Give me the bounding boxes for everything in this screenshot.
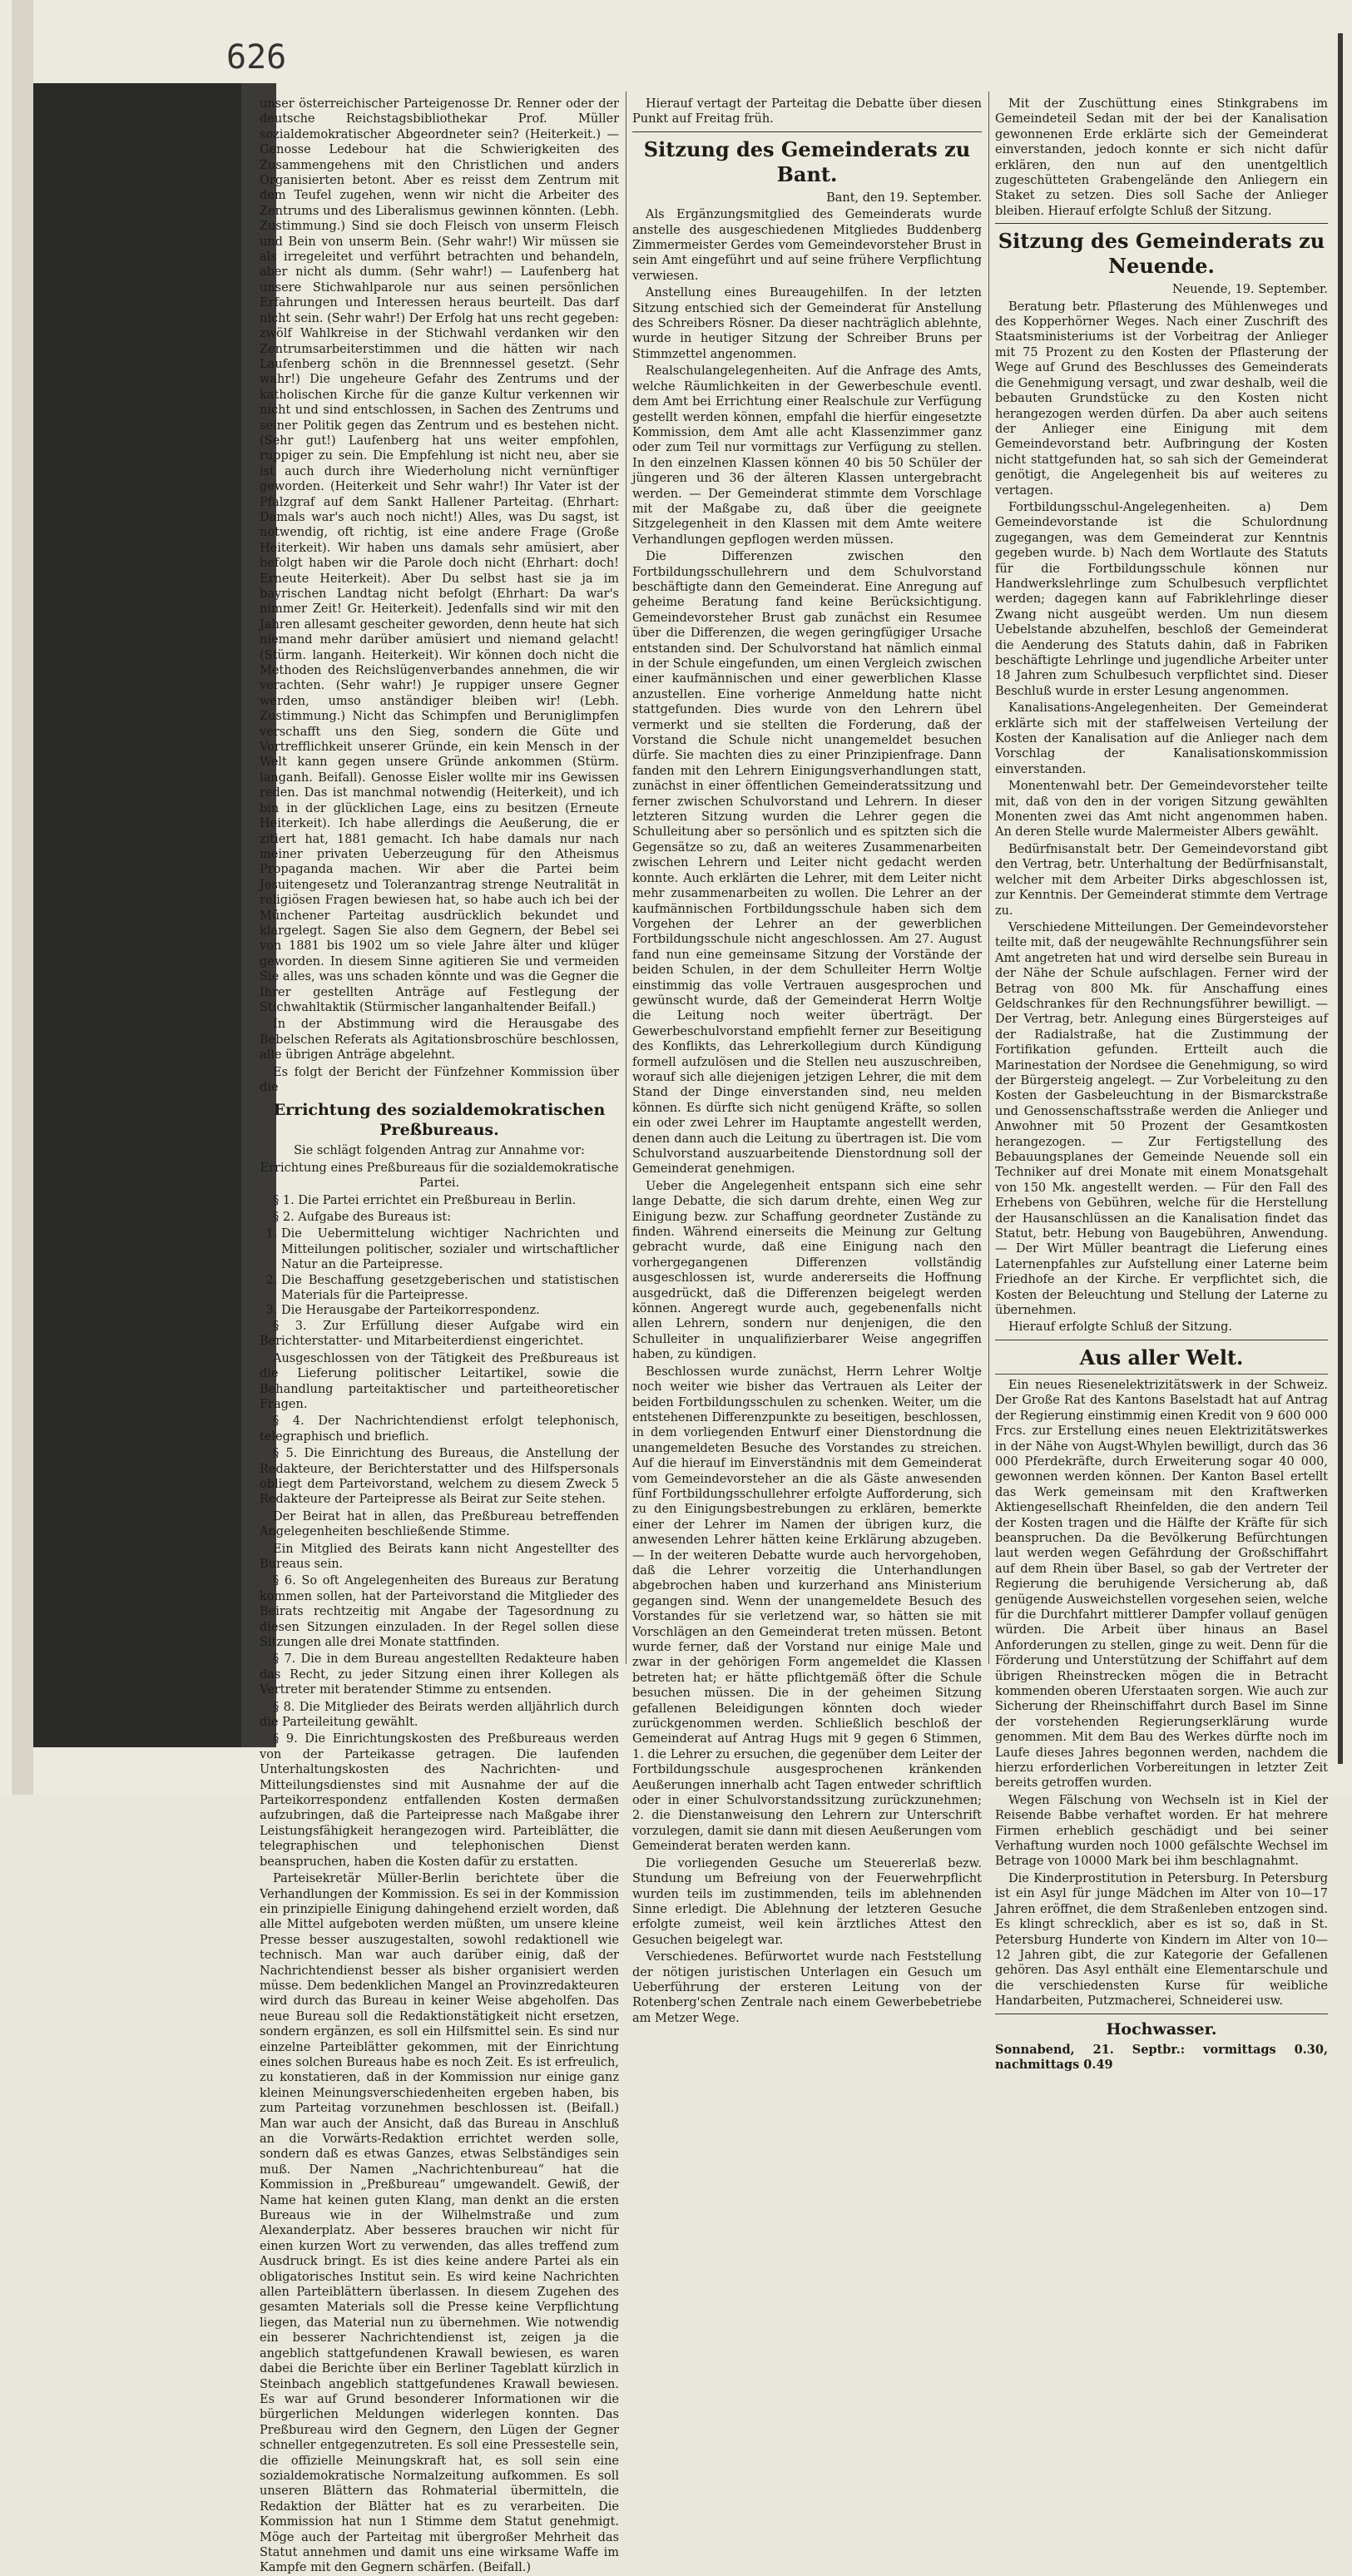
statute-paragraph: § 4. Der Nachrichtendienst erfolgt telephonisch, telegraphisch und brieflich. (260, 1414, 619, 1444)
book-binding (33, 83, 275, 1747)
paragraph: Mit der Zuschüttung eines Stinkgrabens im Gemeindeteil Sedan mit der bei der Kanalisation gewonnenen Erde erklärte sich der Gemeinderat einverstanden, jedoch konnte er sich nicht dafür erklären, den nun auf den unentgeltlich zugeschütteten Grabengelände den Anliegern ein Staket zu setzen. Dies soll Sache der Anlieger bleiben. Hierauf erfolgte Schluß der Sitzung. (995, 97, 1328, 218)
divider (632, 131, 982, 132)
paragraph: Ueber die Angelegenheit entspann sich eine sehr lange Debatte, die sich darum drehte, einen Weg zur Einigung bezw. zur Schaffung geordneter Zustände zu finden. Während einerseits die Meinung zur Geltung gebracht wurde, daß eine Einigung nach den vorhergegangenen Differenzen vollständig ausgeschlossen ist, wurde andererseits die Hoffnung ausgedrückt, daß die Differenzen beigelegt werden können. Angeregt wurde auch, gegebenenfalls nicht allen Lehrern, sondern nur denjenigen, die den Schulleiter in unqualifizierbarer Weise angegriffen haben, zu kündigen. (632, 1179, 982, 1362)
section-heading: Sitzung des Gemeinderats zu Bant. (643, 136, 971, 186)
divider (995, 1374, 1328, 1375)
section-heading: Hochwasser. (1106, 2019, 1217, 2039)
paragraph: Parteisekretär Müller-Berlin berichtete über die Verhandlungen der Kommission. Es sei in der Kommission ein prinzipielle Einigung dahingehend erzielt worden, daß alle Mittel aufgeboten werden müßten, um unsere kleine Presse besser auszugestalten, sowohl redaktionell wie technisch. Man war auch darüber einig, daß der Nachrichtendienst besser als bisher organisiert werden müsse. Dem bedenklichen Mangel an Provinzredakteuren wird durch das Bureau in keiner Weise abgeholfen. Das neue Bureau soll die Redaktionstätigkeit nicht ersetzen, sondern ergänzen, es soll ein Hilfsmittel sein. Es sind nur einzelne Parteiblätter gekommen, mit der Einrichtung eines solchen Bureaus habe es noch Zeit. Es ist erfreulich, zu konstatieren, daß in der Kommission nur einige ganz kleinen Meinungsverschiedenheiten ergeben haben, bis zum Parteitag vorzunehmen beschlossen ist. (Beifall.) Man war auch der Ansicht, daß das Bureau in Anschluß an die Vorwärts-Redaktion errichtet werden solle, sondern daß es etwas Ganzes, etwas Selbständiges sein muß. Der Namen „Nachrichtenbureau“ hat die Kommission in „Preßbureau“ umgewandelt. Gewiß, der Name hat keinen guten Klang, man denkt an die ersten Bureaus wie in der Wilhelmstraße und zum Alexanderplatz. Aber besseres brauchen wir nicht für einen kurzen Wort zu verwenden, das alles treffend zum Ausdruck bringt. Es ist dies keine andere Partei als ein obligatorisches Institut sein. Es wird keine Nachrichten allen Parteiblättern überlassen. In diesem Zugehen des gesamten Materials soll die Presse keine Verpflichtung liegen, das Material nun zu übernehmen. Wie notwendig ein besserer Nachrichtendienst ist, zeigen ja die angeblich stattgefundenen Krawall bewiesen, es waren dabei die Berichte über ein Berliner Tageblatt kürzlich in Steinbach angeblich stattgefundenes Krawall bewiesen. Es war auf Grund besonderer Informationen wir die bürgerlichen Meldungen widerlegen konnten. Das Preßbureau wird den Gegnern, den Lügen der Gegner schneller entgegenzutreten. Es soll eine Pressestelle sein, die offizielle Meinungskraft hat, es soll sein eine sozialdemokratische Normalzeitung aufkommen. Es soll unseren Blättern das Rohmaterial übermitteln, die Redaktion der Blätter hat es zu verarbeiten. Die Kommission hat nun 1 Stimme dem Statut genehmigt. Möge auch der Parteitag mit übergroßer Mehrheit das Statut annehmen und damit uns eine wirksame Waffe im Kampfe mit den Gegnern schärfen. (Beifall.) (260, 1872, 619, 2575)
paragraph: Beratung betr. Pflasterung des Mühlenweges und des Kopperhörner Weges. Nach einer Zuschrift des Staatsministeriums ist der Vorbeitrag der Anlieger mit 75 Prozent zu den Kosten der Pflasterung der Wege auf Grund des Beschlusses des Gemeinderats die Genehmigung versagt, und zwar deshalb, weil die bebauten Grundstücke zu den Kosten nicht herangezogen werden dürfen. Da aber auch seitens der Anlieger eine Einigung mit dem Gemeindevorstand betr. Aufbringung der Kosten nicht stattgefunden hat, so sah sich der Gemeinderat genötigt, die Angelegenheit bis auf weiteres zu vertagen. (995, 300, 1328, 498)
column-2 (632, 97, 982, 2025)
paragraph: Als Ergänzungsmitglied des Gemeinderats wurde anstelle des ausgeschiedenen Mitgliedes Buddenberg Zimmermeister Gerdes vom Gemeindevorsteher Brust in sein Amt eingeführt und auf seine frühere Verpflichtung verwiesen. (632, 208, 982, 283)
column-3 (995, 97, 1328, 2072)
paragraph: Anstellung eines Bureaugehilfen. In der letzten Sitzung entschied sich der Gemeinderat für Anstellung des Schreibers Rösner. Da dieser nachträglich ablehnte, wurde in heutiger Sitzung der Schreiber Bruns per Stimmzettel angenommen. (632, 286, 982, 361)
paragraph: Die Kinderprostitution in Petersburg. In Petersburg ist ein Asyl für junge Mädchen im Alter von 10—17 Jahren eröffnet, die dem Straßenleben entzogen sind. Es klingt schrecklich, aber es ist so, daß in St. Petersburg Hunderte von Kindern im Alter von 10—12 Jahren gibt, die zur Kategorie der Gefallenen gehören. Das Asyl enthält eine Elementarschule und die verschiedensten Kurse für weibliche Handarbeiten, Putzmacherei, Schneiderei usw. (995, 1871, 1328, 2009)
divider (995, 223, 1328, 224)
list-item: 3. Die Herausgabe der Parteikorrespondenz. (281, 1303, 619, 1318)
paragraph: Die vorliegenden Gesuche um Steuererlaß bezw. Stundung um Befreiung von der Feuerwehrpflicht wurden teils im zustimmenden, teils im ablehnenden Sinne erledigt. Die Ablehnung der letzteren Gesuche erfolgte zumeist, weil kein ärztliches Attest den Gesuchen beigelegt war. (632, 1856, 982, 1947)
dateline: Neuende, 19. September. (1171, 283, 1328, 297)
paragraph: Fortbildungsschul-Angelegenheiten. a) Dem Gemeindevorstande ist die Schulordnung zugegangen, was dem Gemeinderat zur Kenntnis gegeben wurde. b) Nach dem Wortlaute des Statuts für die Fortbildungsschule können nur Handwerkslehrlinge zum Schulbesuch verpflichtet werden; dagegen kann auf Fabriklehrlinge dieser Zwang nicht ausgeübt werden. Um nun diesem Uebelstande abzuhelfen, beschloß der Gemeinderat die Aenderung des Statuts dahin, daß in Fabriken beschäftigte Lehrlinge und jugendliche Arbeiter unter 18 Jahren zum Schulbesuch verpflichtet sind. Dieser Beschluß wurde in erster Lesung angenommen. (995, 500, 1328, 698)
paragraph: Errichtung eines Preßbureaus für die sozialdemokratische Partei. (260, 1161, 619, 1191)
statute-paragraph: § 2. Aufgabe des Bureaus ist: (273, 1211, 452, 1225)
tide-times: Sonnabend, 21. Septbr.: vormittags 0.30, nachmittags 0.49 (995, 2042, 1328, 2072)
paragraph: Hierauf vertagt der Parteitag die Debatte über diesen Punkt auf Freitag früh. (632, 97, 982, 126)
list-item: 1. Die Uebermittelung wichtiger Nachrichten und Mitteilungen politischer, sozialer und wirtschaftlicher Natur an die Parteipresse. (281, 1226, 619, 1272)
statute-paragraph: § 3. Zur Erfüllung dieser Aufgabe wird ein Berichterstatter- und Mitarbeiterdienst eingerichtet. (260, 1319, 619, 1349)
statute-paragraph: § 6. So oft Angelegenheiten des Bureaus zur Beratung kommen sollen, hat der Parteivorstand die Mitglieder des Beirats rechtzeitig mit Angabe der Tagesordnung zu diesen Sitzungen einzuladen. In der Regel sollen diese Sitzungen alle drei Monate stattfinden. (260, 1574, 619, 1649)
paragraph: Ausgeschlossen von der Tätigkeit des Preßbureaus ist die Lieferung politischer Leitartikel, sowie die Behandlung parteitaktischer und parteitheoretischer Fragen. (260, 1351, 619, 1411)
column-1 (260, 97, 619, 2575)
paragraph: Verschiedene Mitteilungen. Der Gemeindevorsteher teilte mit, daß der neugewählte Rechnungsführer sein Amt angetreten hat und wird derselbe sein Bureau in der Nähe der Schule aufschlagen. Ferner wird der Betrag von 800 Mk. für Anschaffung eines Geldschrankes für den Rechnungsführer bewilligt. — Der Vertrag, betr. Anlegung eines Bürgersteiges auf der Radialstraße, hat die Zustimmung der Fortifikation gefunden. Ertteilt auch die Marinestation der Nordsee die Genehmigung, so wird der Bürgersteig angelegt. — Zur Vorbeleitung zu den Kosten der Gasbeleuchtung in der Bismarckstraße und Genossenschaftsstraße werden die Anlieger und Anwohner mit 50 Prozent der Gesamtkosten herangezogen. — Zur Fertigstellung des Bebauungsplanes der Gemeinde Neuende soll ein Techniker auf drei Monate mit einem Monatsgehalt von 150 Mk. angestellt werden. — Für den Fall des Erhebens von Gebühren, welche für die Herstellung der Hausanschlüssen an die Kanalisation findet das Statut, betr. Hebung von Baugebühren, Anwendung. — Der Wirt Müller beantragt die Lieferung eines Laternenpfahles zur Aufstellung einer Laterne beim Friedhofe an der Kirche. Er verpflichtet sich, die Kosten der Beleuchtung und Stellung der Laterne zu übernehmen. (995, 920, 1328, 1318)
paragraph: Hierauf erfolgte Schluß der Sitzung. (1008, 1320, 1232, 1335)
statute-paragraph: § 5. Die Einrichtung des Bureaus, die Anstellung der Redakteure, der Berichterstatter und des Hilfspersonals obliegt dem Parteivorstand, welchem zu diesem Zweck 5 Redakteure der Parteipresse als Beirat zur Seite stehen. (260, 1447, 619, 1507)
paragraph: Ein Mitglied des Beirats kann nicht Angestellter des Bureaus sein. (260, 1542, 619, 1571)
list-item: 2. Die Beschaffung gesetzgeberischen und statistischen Materials für die Parteipresse. (281, 1273, 619, 1304)
section-heading: Errichtung des sozialdemokratischen Preßbureaus. (273, 1101, 606, 1140)
paragraph: Es folgt der Bericht der Fünfzehner Kommission über die (260, 1065, 619, 1094)
paragraph: Beschlossen wurde zunächst, Herrn Lehrer Woltje noch weiter wie bisher das Vertrauen als Leiter der beiden Fortbildungsschulen zu schenken. Weiter, um die entstehenen Differenzpunkte zu beseitigen, beschlossen, in dem vorliegenden Entwurf einer Dienstordnung die unangemeldeten Besuche des Vorstandes zu streichen. Auf die hierauf im Einverständnis mit dem Gemeinderat vom Gemeindevorsteher an die als Gäste anwesenden fünf Fortbildungsschullehrer erfolgte Aufforderung, sich zu den Einigungsbestrebungen zu erklären, bemerkte einer der Lehrer im Namen der übrigen kurz, die anwesenden Lehrer hätten keine Erklärung abzugeben. — In der weiteren Debatte wurde auch hervorgehoben, daß die Lehrer vorzeitig die Unterhandlungen abgebrochen haben und kurzerhand ans Ministerium gegangen sind. Wenn der unangemeldete Besuch des Vorstandes für sie verletzend war, so hätten sie mit Vorschlägen an den Gemeinderat treten müssen. Betont wurde ferner, daß der Vorstand nur einige Male und zwar in der gehörigen Form angemeldet die Klassen betreten hat; er hätte pflichtgemäß öfter die Schule besuchen müssen. Die in der geheimen Sitzung gefallenen Beleidigungen könnten doch wieder zurückgenommen werden. Schließlich beschloß der Gemeinderat auf Antrag Hugs mit 9 gegen 6 Stimmen, 1. die Lehrer zu ersuchen, die gegenüber dem Leiter der Fortbildungsschule ausgesprochenen kränkenden Aeußerungen innerhalb acht Tagen entweder schriftlich oder in einer Schulvorstandssitzung zurückzunehmen; 2. die Dienstanweisung den Lehrern zur Unterschrift vorzulegen, damit sie dann mit diesen Aeußerungen vom Gemeinderat beraten werden kann. (632, 1365, 982, 1854)
paragraph: Monentenwahl betr. Der Gemeindevorsteher teilte mit, daß von den in der vorigen Sitzung gewählten Monenten zwei das Amt nicht angenommen haben. An deren Stelle wurde Malermeister Albers gewählt. (995, 780, 1328, 840)
column-rule (988, 92, 989, 1664)
statute-paragraph: § 1. Die Partei errichtet ein Preßbureau in Berlin. (273, 1193, 577, 1207)
paragraph: Sie schlägt folgenden Antrag zur Annahme vor: (294, 1144, 585, 1158)
section-heading: Aus aller Welt. (1079, 1345, 1244, 1370)
paragraph: Bedürfnisanstalt betr. Der Gemeindevorstand gibt den Vertrag, betr. Unterhaltung der Bedürfnisanstalt, welcher mit dem Arbeiter Dirks abgeschlossen ist, zur Kenntnis. Der Gemeinderat stimmte dem Vertrage zu. (995, 842, 1328, 918)
binding-edge (12, 0, 33, 1795)
statute-paragraph: § 9. Die Einrichtungskosten des Preßbureaus werden von der Parteikasse getragen. Die laufenden Unterhaltungskosten des Nachrichten- und Mitteilungsdienstes sind mit Ausnahme der auf die Parteikorrespondenz entfallenden Kosten dermaßen aufzubringen, daß die Parteipresse nach Maßgabe ihrer Leistungsfähigkeit herangezogen wird. Parteiblätter, die telegraphischen und telephonischen Dienst beanspruchen, haben die Kosten dafür zu erstatten. (260, 1732, 619, 1869)
page-number: 626 (226, 38, 287, 77)
paragraph: unser österreichischer Parteigenosse Dr. Renner oder der deutsche Reichstagsbibliothekar Prof. Müller sozialdemokratischer Abgeordneter sein? (Heiterkeit.) — Genosse Ledebour hat die Schwierigkeiten des Zusammengehens mit den Christlichen und anders Organisierten betont. Aber es reisst dem Zentrum mit dem Teufel zugehen, wenn wir nicht die Arbeiter des Zentrums und des Liberalismus gewinnen könnten. (Lebh. Zustimmung.) Sind sie doch Fleisch von unserm Fleisch und Bein von unserm Bein. (Sehr wahr!) Wir müssen sie als irregeleitet und verführt betrachten und behandeln, aber nicht als dumm. (Sehr wahr!) — Laufenberg hat unsere Stichwahlparole nur aus seinen persönlichen Erfahrungen und Interessen heraus beurteilt. Das darf nicht sein. (Sehr wahr!) Der Erfolg hat uns recht gegeben: zwölf Wahlkreise in der Stichwahl verdanken wir den Zentrumsarbeiterstimmen und die hätten wir nach Laufenberg schön in die Brennnessel gesetzt. (Sehr wahr!) Die ungeheure Gefahr des Zentrums und der katholischen Kirche für die ganze Kultur verkennen wir nicht und sind entschlossen, in Sachen des Zentrums und seiner Politik gegen das Zentrum und es bestehen nicht. (Sehr gut!) Laufenberg hat uns weiter empfohlen, ruppiger zu sein. Die Empfehlung ist nicht neu, aber sie ist auch durch ihre Wiederholung nicht vernünftiger geworden. (Heiterkeit und Sehr wahr!) Ihr Vater ist der Pfalzgraf auf dem Sankt Hallener Parteitag. (Ehrhart: Damals war's auch noch nicht!) Alles, was Du sagst, ist notwendig, oft richtig, ist eine andere Frage (Große Heiterkeit). Wir haben uns damals sehr amüsiert, aber befolgt haben wir die Parole doch nicht (Ehrhart: doch! Erneute Heiterkeit). Aber Du selbst hast sie ja im bayrischen Landtag nicht befolgt (Ehrhart: Da war's nimmer Zeit! Gr. Heiterkeit). Jedenfalls sind wir mit den Jahren allesamt gescheiter geworden, denn heute hat sich niemand mehr darüber amüsiert und niemand gelacht! (Stürm. langanh. Heiterkeit). Wir können doch nicht die Methoden des Reichslügenverbandes annehmen, die wir verachten. (Sehr wahr!) Je ruppiger unsere Gegner werden, umso anständiger bleiben wir! (Lebh. Zustimmung.) Nicht das Schimpfen und Beruniglimpfen verschafft uns den Sieg, sondern die Güte und Vortrefflichkeit unserer Gründe, ein kein Mensch in der Welt kann gegen unsere Gründe ankommen (Stürm. langanh. Beifall). Genosse Eisler wollte mir ins Gewissen reden. Das ist manchmal notwendig (Heiterkeit), und ich bin in der glücklichen Lage, eins zu besitzen (Erneute Heiterkeit). Ich habe allerdings die Aeußerung, die er zitiert hat, 1881 gemacht. Ich habe damals nur nach meiner privaten Ueberzeugung für den Atheismus Propaganda machen. Wir aber die Partei beim Jesuitengesetz und Toleranzantrag strenge Neutralität in religiösen Fragen bewiesen hat, so habe auch ich bei der Münchener Parteitag ausdrücklich bekundet und klargelegt. Sagen Sie also dem Gegnern, der Bebel sei von 1881 bis 1902 um so viele Jahre älter und klüger geworden. In diesem Sinne agitieren Sie und vermeiden Sie alles, was uns schaden könnte und was die Gegner die Ihrer gestellten Anträge auf Festlegung der Stichwahltaktik (Stürmischer langanhaltender Beifall.) (260, 97, 619, 1014)
dateline: Bant, den 19. September. (826, 191, 982, 205)
paragraph: Die Differenzen zwischen den Fortbildungsschullehrern und dem Schulvorstand beschäftigte dann den Gemeinderat. Eine Anregung auf geheime Beratung fand keine Berücksichtigung. Gemeindevorsteher Brust gab zunächst ein Resumee über die Differenzen, die wegen geringfügiger Ursache entstanden sind. Der Schulvorstand hat nämlich einmal in der Schule eingefunden, um einen Vergleich zwischen einer kaufmännischen und einer gewerblichen Klasse anzustellen. Eine vorherige Anmeldung hatte nicht stattgefunden. Dies wurde von den Lehrern übel vermerkt und sie stellten die Forderung, daß der Vorstand die Schule nicht unangemeldet besuchen dürfe. Sie machten dies zu einer Prinzipienfrage. Dann fanden mit den Lehrern Einigungsverhandlungen statt, zunächst in einer öffentlichen Gemeinderatssitzung und ferner zwischen Schulvorstand und Lehrern. In dieser letzteren Sitzung wurden die Lehrer gegen die Schulleitung aber so persönlich und es spitzten sich die Gegensätze so zu, daß an weiteres Zusammenarbeiten zwischen Lehrern und Leiter nicht gedacht werden konnte. Auch erklärten die Lehrer, mit dem Leiter nicht mehr zusammenarbeiten zu wollen. Die Lehrer an der kaufmännischen Fortbildungsschule haben sich dem Vorgehen der Lehrer an der gewerblichen Fortbildungsschule nicht angeschlossen. Am 27. August fand nun eine gemeinsame Sitzung der Vorstände der beiden Schulen, in der dem Schulleiter Herrn Woltje einstimmig das volle Vertrauen ausgesprochen und gewünscht wurde, daß der Gemeinderat Herrn Woltje die Leitung noch weiter überträgt. Der Gewerbeschulvorstand empfiehlt ferner zur Beseitigung des Konflikts, das Lehrerkollegium durch Kündigung formell aufzulösen und die Stellen neu auszuschreiben, worauf sich alle diejenigen jetzigen Lehrer, die mit dem Stand der Dinge einverstanden sind, neu melden können. Es dürfte sich nicht genügend Kräfte, so sollen ein oder zwei Lehrer im Hauptamte angestellt werden, denen dann auch die Leitung zu übertragen ist. Die vom Schulvorstand auszuarbeitende Dienstordnung soll der Gemeinderat genehmigen. (632, 550, 982, 1177)
paragraph: Wegen Fälschung von Wechseln ist in Kiel der Reisende Babbe verhaftet worden. Er hat mehrere Firmen erheblich geschädigt und bei seiner Verhaftung wurden noch 1000 gefälschte Wechsel im Betrage von 10000 Mark bei ihm beschlagnahmt. (995, 1793, 1328, 1869)
statute-paragraph: § 7. Die in dem Bureau angestellten Redakteure haben das Recht, zu jeder Sitzung einen ihrer Kollegen als Vertreter mit beratender Stimme zu entsenden. (260, 1652, 619, 1697)
paragraph: Ein neues Riesenelektrizitätswerk in der Schweiz. Der Große Rat des Kantons Baselstadt hat auf Antrag der Regierung einstimmig einen Kredit von 9 600 000 Frcs. zur Erstellung eines neuen Elektrizitätswerkes in der Nähe von Augst-Whylen bewilligt, durch das 36 000 Pferdekräfte, durch Erweiterung sogar 40 000, gewonnen werden können. Der Kanton Basel ertellt das Werk gemeinsam mit den Kraftwerken Aktiengesellschaft Rheinfelden, die den andern Teil der Kosten tragen und die Hälfte der Kräfte für sich beanspruchen. Da die Bevölkerung Befürchtungen laut werden wegen Gefährdung der Großschiffahrt auf dem Rhein über Basel, so gab der Vertreter der Regierung die beruhigende Versicherung ab, daß genügende Ausweichstellen vorgesehen seien, welche für die Durchfahrt mittlerer Dampfer vollauf genügen würden. Die Arbeit über hinaus an Basel Anforderungen zu stellen, ginge zu weit. Denn für die Förderung und Unterstützung der Schiffahrt auf dem übrigen Rheinstrecken mögen die in Betracht kommenden oberen Uferstaaten sorgen. Wie auch zur Sicherung der Rheinschiffahrt durch Basel im Sinne der vorstehenden Regierungserklärung wurde genommen. Mit dem Bau des Werkes dürfte noch im Laufe dieses Jahres begonnen werden, nachdem die hierzu erforderlichen Vorbereitungen in letzter Zeit bereits getroffen wurden. (995, 1378, 1328, 1791)
section-heading: Sitzung des Gemeinderats zu Neuende. (998, 229, 1325, 279)
statute-paragraph: § 8. Die Mitglieder des Beirats werden alljährlich durch die Parteileitung gewählt. (260, 1700, 619, 1730)
paragraph: Realschulangelegenheiten. Auf die Anfrage des Amts, welche Räumlichkeiten in der Gewerbeschule eventl. dem Amt bei Errichtung einer Realschule zur Verfügung gestellt werden können, empfahl die hierfür eingesetzte Kommission, dem Amt alle acht Klassenzimmer ganz oder zum Teil nur vormittags zur Verfügung zu stellen. In den einzelnen Klassen können 40 bis 50 Schüler der jüngeren und 36 der älteren Klassen untergebracht werden. — Der Gemeinderat stimmte dem Vorschlage mit der Maßgabe zu, daß über die geeignete Sitzgelegenheit in den Klassen mit dem Amte weitere Verhandlungen gepflogen werden müssen. (632, 364, 982, 547)
paragraph: Der Beirat hat in allen, das Preßbureau betreffenden Angelegenheiten beschließende Stimme. (260, 1509, 619, 1539)
paragraph: In der Abstimmung wird die Herausgabe des Bebelschen Referats als Agitationsbroschüre beschlossen, alle übrigen Anträge abgelehnt. (260, 1018, 619, 1063)
paragraph: Kanalisations-Angelegenheiten. Der Gemeinderat erklärte sich mit der staffelweisen Verteilung der Kosten der Kanalisation auf die Anlieger nach dem Vorschlag der Kanalisationskommission einverstanden. (995, 701, 1328, 776)
page-frame (1338, 33, 1343, 1764)
paragraph: Verschiedenes. Befürwortet wurde nach Feststellung der nötigen juristischen Unterlagen ein Gesuch um Ueberführung der ersteren Leitung von der Rotenberg'schen Zentrale nach einem Gewerbebetriebe am Metzer Wege. (632, 1950, 982, 2025)
